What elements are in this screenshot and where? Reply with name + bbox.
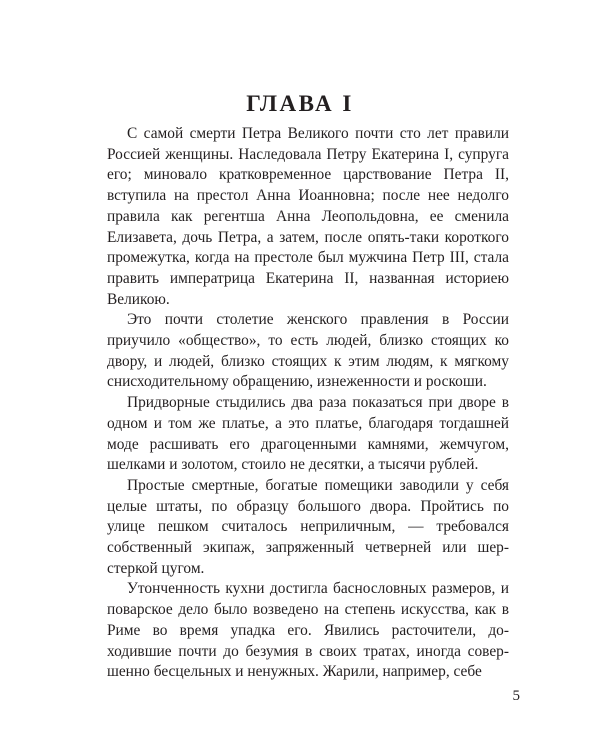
paragraph: Утонченность кухни достигла баснословных размеров, и поварское дело было возведено на степень искусства, как в Риме во время упадка его. Явились расточители, доходившие почти до безумия в своих тратах, иногда совершенно бесцельных и ненужных. Жарили, например, себе: [107, 580, 509, 681]
paragraph: Это почти столетие женского правления в России приучило «общество», то есть людей, близко стоящих ко двору, и людей, близко стоящих к этим людям, к мягкому снисходительному обращению, изнеженности и роскоши.: [107, 311, 509, 391]
paragraph: Придворные стыдились два раза показаться при дворе в одном и том же платье, а это платье, благодаря тогдашней моде расшивать его драгоценными камнями, жемчугом, шелками и золотом, стоило не десятки, а тысячи рублей.: [107, 394, 509, 474]
page-number: 5: [512, 688, 520, 704]
chapter-title: ГЛАВА I: [246, 91, 354, 116]
paragraph: С самой смерти Петра Великого почти сто лет правили Россией женщины. Наследовала Петру Екатерина I, супруга его; миновало кратковременное царствование Петра II, вступила на престол Анна Иоанновна; после нее недолго правила как регентша Анна Леопольдовна, ее сменила Елизавета, дочь Петра, а затем, после опять-таки короткого промежутка, когда на престоле был мужчина Петр III, стала править императрица Екатерина II, названная историею Великою.: [107, 125, 509, 308]
paragraph: Простые смертные, богатые помещики заводили у себя целые штаты, по образцу большого двора. Пройтись по улице пешком считалось неприличным, — требовался собственный экипаж, запряженный четверней или шерстеркой цугом.: [107, 476, 509, 577]
body-text: [107, 124, 509, 683]
